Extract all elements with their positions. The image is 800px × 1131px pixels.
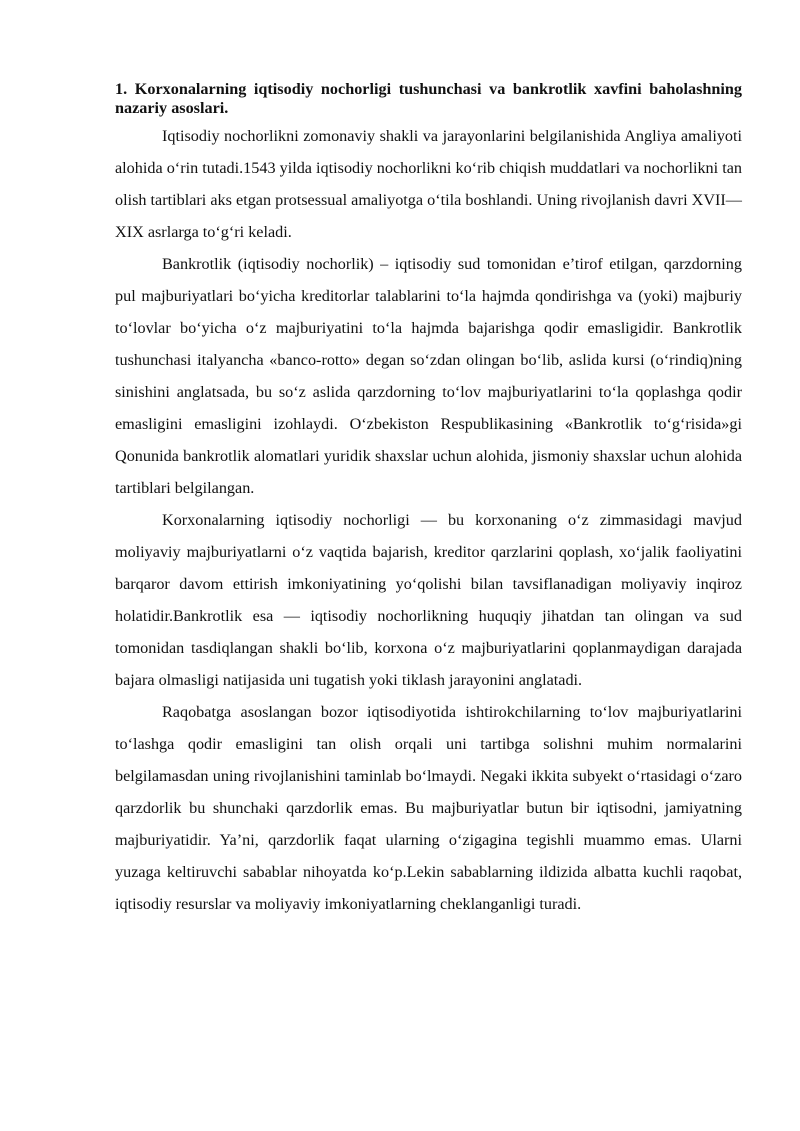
section-heading: 1. Korxonalarning iqtisodiy nochorligi tushunchasi va bankrotlik xavfini baholashning nazariy asoslari.: [115, 80, 742, 117]
paragraph-market-economy: Raqobatga asoslangan bozor iqtisodiyotida ishtirokchilarning to‘lov majburiyatlarini to‘lashga qodir emasligini tan olish orqali uni tartibga solishni muhim normalarini belgilamasdan uning rivojlanishini taminlab bo‘lmaydi. Negaki ikkita subyekt o‘rtasidagi o‘zaro qarzdorlik bu shunchaki qarzdorlik emas. Bu majburiyatlar butun bir iqtisodni, jamiyatning majburiyatidir. Ya’ni, qarzdorlik faqat ularning o‘zigagina tegishli muammo emas. Ularni yuzaga keltiruvchi sabablar nihoyatda ko‘p.Lekin sabablarning ildizida albatta kuchli raqobat, iqtisodiy resurslar va moliyaviy imkoniyatlarning cheklanganligi turadi.: [115, 703, 742, 913]
paragraph-england-practice: Iqtisodiy nochorlikni zomonaviy shakli va jarayonlarini belgilanishida Angliya amaliyoti alohida o‘rin tutadi.1543 yilda iqtisodiy nochorlikni ko‘rib chiqish muddatlari va nochorlikni tan olish tartiblari aks etgan protsessual amaliyotga o‘tila boshlandi. Uning rivojlanish davri XVII— XIX asrlarga to‘g‘ri keladi.: [115, 127, 742, 241]
paragraph-insolvency-definition: Korxonalarning iqtisodiy nochorligi — bu korxonaning o‘z zimmasidagi mavjud moliyaviy majburiyatlarni o‘z vaqtida bajarish, kreditor qarzlarini qoplash, xo‘jalik faoliyatini barqaror davom ettirish imkoniyatining yo‘qolishi bilan tavsiflanadigan moliyaviy inqiroz holatidir.Bankrotlik esa — iqtisodiy nochorlikning huquqiy jihatdan tan olingan va sud tomonidan tasdiqlangan shakli bo‘lib, korxona o‘z majburiyatlarini qoplanmaydigan darajada bajara olmasligi natijasida uni tugatish yoki tiklash jarayonini anglatadi.: [115, 511, 742, 689]
paragraph-bankruptcy-definition: Bankrotlik (iqtisodiy nochorlik) – iqtisodiy sud tomonidan e’tirof etilgan, qarzdorning pul majburiyatlari bo‘yicha kreditorlar talablarini to‘la hajmda qondirishga va (yoki) majburiy to‘lovlar bo‘yicha o‘z majburiyatini to‘la hajmda bajarishga qodir emasligidir. Bankrotlik tushunchasi italyancha «banco-rotto» degan so‘zdan olingan bo‘lib, aslida kursi (o‘rindiq)ning sinishini anglatsada, bu so‘z aslida qarzdorning to‘lov majburiyatlarini to‘la qoplashga qodir emasligini emasligini izohlaydi. O‘zbekiston Respublikasining «Bankrotlik to‘g‘risida»gi Qonunida bankrotlik alomatlari yuridik shaxslar uchun alohida, jismoniy shaxslar uchun alohida tartiblari belgilangan.: [115, 255, 742, 497]
document-page: [115, 80, 742, 920]
